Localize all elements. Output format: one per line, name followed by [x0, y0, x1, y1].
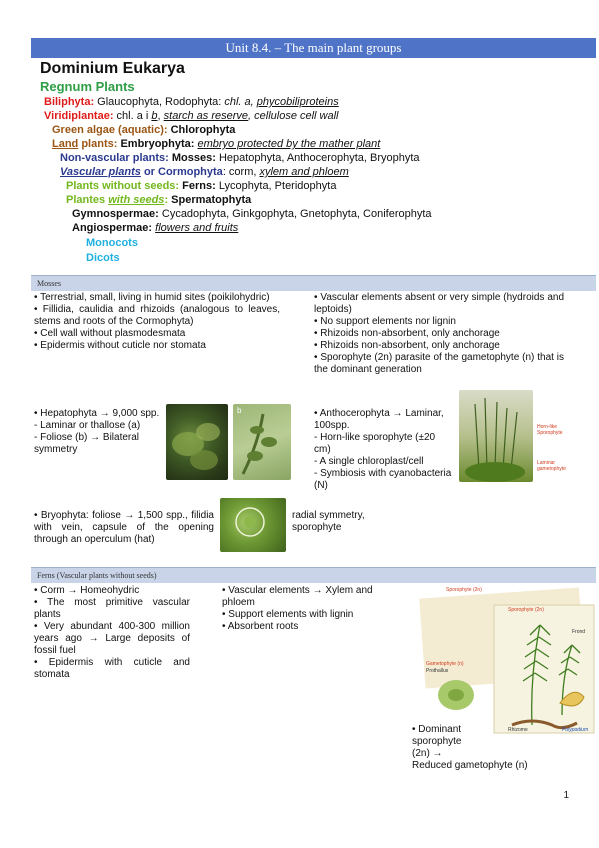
- label-frond: Frond: [572, 629, 586, 635]
- fern-diagram-image: [412, 585, 596, 735]
- vascular-text: : corm,: [222, 166, 260, 178]
- label-sporophyte-1: Sporophyte (2n): [446, 587, 482, 593]
- viridiplantae-b: b: [151, 110, 158, 122]
- antho-line: 100spp.: [314, 420, 350, 431]
- antho-text: [314, 408, 454, 492]
- photo-b-label: b: [237, 406, 242, 415]
- vascular-desc: xylem and phloem: [259, 166, 349, 178]
- page-number: 1: [563, 790, 569, 801]
- antho-line: • Anthocerophyta → Laminar,: [314, 408, 444, 419]
- mosses-section-header: Mosses: [31, 275, 596, 291]
- anthocerophyta-photo: [459, 390, 533, 482]
- ferns-mid-item: • Absorbent roots: [222, 621, 299, 632]
- tree-viridiplantae: [44, 109, 339, 123]
- seedless-list: Lycophyta, Pteridophyta: [215, 180, 337, 192]
- label-rhizome: Rhizome: [508, 727, 528, 733]
- ferns-mid-item: • Support elements with lignin: [222, 609, 354, 620]
- land-value: Embryophyta:: [117, 138, 195, 150]
- tree-biliphyta: [44, 95, 339, 109]
- ferns-note-line: (2n) →: [412, 748, 443, 759]
- label-sporophyte-2: Sporophyte (2n): [508, 607, 544, 613]
- ferns-left-col: [34, 585, 190, 681]
- antho-line: - Horn-like sporophyte (±20 cm): [314, 432, 436, 455]
- mosses-right-col: [314, 292, 564, 376]
- moss-image: [220, 498, 286, 552]
- tree-land-plants: [52, 137, 380, 151]
- mosses-right-item: • Rhizoids non-absorbent, only anchorage: [314, 340, 500, 351]
- label-gametophyte: Gametophyte (n): [426, 661, 464, 667]
- seeds-colon: :: [164, 194, 169, 206]
- land-desc: embryo protected by the mather plant: [197, 138, 381, 150]
- tree-gymno: [72, 207, 432, 221]
- hepato-line: • Hepatophyta → 9,000 spp.: [34, 408, 160, 419]
- foliose-liverwort-image: [233, 404, 291, 480]
- mosses-right-item: • No support elements nor lignin: [314, 316, 456, 327]
- mosses-right-item: • Vascular elements absent or very simple (hydroids and leptoids): [314, 292, 564, 315]
- antho-line: - Symbiosis with cyanobacteria (N): [314, 468, 452, 491]
- mosses-left-item: • Epidermis without cuticle nor stomata: [34, 340, 206, 351]
- vascular-name-underlined: Vascular plants: [60, 166, 141, 178]
- vascular-name-rest: or Cormophyta: [140, 166, 223, 178]
- seedless-value: Ferns:: [179, 180, 216, 192]
- gymno-list: Cycadophyta, Ginkgophyta, Gnetophyta, Coniferophyta: [158, 208, 432, 220]
- viridiplantae-starch: starch as reserve: [163, 110, 249, 122]
- ferns-note: [412, 724, 542, 772]
- mosses-right-item: • Rhizoids non-absorbent, only anchorage: [314, 328, 500, 339]
- mosses-left-item: • Cell wall without plasmodesmata: [34, 328, 186, 339]
- mosses-left-col: [34, 292, 280, 352]
- land-name-underlined: Land: [52, 138, 79, 150]
- hepato-line: - Foliose (b) → Bilateral symmetry: [34, 432, 140, 455]
- mosses-left-item: • Fillidia, caulidia and rhizoids (analogous to leaves, stems and roots of the Cormophyta): [34, 304, 280, 327]
- tree-seeds: [66, 193, 251, 207]
- seedless-name: Plants without seeds:: [66, 180, 180, 192]
- ferns-mid-col: [222, 585, 380, 633]
- bryo-right-text: radial symmetry, sporophyte: [292, 510, 365, 533]
- tree-nonvascular: [60, 151, 420, 165]
- ferns-left-item: • Epidermis with cuticle and stomata: [34, 657, 190, 680]
- seeds-name: Plantes: [66, 194, 109, 206]
- tree-dicots: Dicots: [86, 252, 120, 264]
- viridiplantae-sep: ,: [157, 110, 164, 122]
- green-algae-name: Green algae (aquatic):: [52, 124, 168, 136]
- hornwort-image: [459, 390, 533, 482]
- nonvascular-list: Hepatophyta, Anthocerophyta, Bryophyta: [215, 152, 420, 164]
- tree-seedless: [66, 179, 336, 193]
- hepato-line: - Laminar or thallose (a): [34, 420, 141, 431]
- ferns-section-header: Ferns (Vascular plants without seeds): [31, 567, 596, 583]
- hepatophyta-photo-b: [233, 404, 291, 480]
- biliphyta-text: Glaucophyta, Rodophyta:: [94, 96, 225, 108]
- ferns-left-item: • The most primitive vascular plants: [34, 597, 190, 620]
- label-prothallus: Prothallus: [426, 668, 449, 674]
- mosses-right-item: • Sporophyte (2n) parasite of the gametophyte (n) that is the dominant generation: [314, 352, 564, 375]
- biliphyta-chl: chl. a,: [224, 96, 254, 108]
- seeds-name-underlined: with seeds: [108, 194, 165, 206]
- viridiplantae-text: chl. a i: [113, 110, 152, 122]
- biliphyta-name: Biliphyta:: [44, 96, 95, 108]
- hepatophyta-photo-a: [166, 404, 228, 480]
- ferns-note-line: Reduced gametophyte (n): [412, 760, 528, 771]
- horn-label: Horn-like Sporophyte: [537, 424, 563, 436]
- angio-name: Angiospermae:: [72, 222, 153, 234]
- tree-angio: [72, 221, 238, 235]
- lamina-label: Laminar gametophyte: [537, 460, 566, 472]
- viridiplantae-wall: , cellulose cell wall: [248, 110, 339, 122]
- mosses-left-item: • Terrestrial, small, living in humid sites (poikilohydric): [34, 292, 270, 303]
- viridiplantae-name: Viridiplantae:: [44, 110, 114, 122]
- liverwort-thallus-image: [166, 404, 228, 480]
- bryo-text: • Bryophyta: foliose → 1,500 spp., filidia with vein, capsule of the opening through an operculum (hat): [34, 510, 214, 545]
- ferns-note-line: • Dominant: [412, 724, 462, 735]
- nonvascular-name: Non-vascular plants:: [60, 152, 169, 164]
- domain-title: Dominium Eukarya: [40, 60, 185, 77]
- tree-monocots: Monocots: [86, 237, 138, 249]
- ferns-mid-item: • Vascular elements → Xylem and phloem: [222, 585, 373, 608]
- tree-vascular: [60, 165, 349, 179]
- ferns-left-item: • Corm → Homeohydric: [34, 585, 140, 596]
- biliphyta-pigment: phycobiliproteins: [256, 96, 339, 108]
- hepato-text: [34, 408, 162, 456]
- kingdom-title: Regnum Plants: [40, 79, 135, 94]
- bryophyta-photo: [220, 498, 286, 552]
- angio-desc: flowers and fruits: [155, 222, 239, 234]
- gymno-name: Gymnospermae:: [72, 208, 159, 220]
- tree-green-algae: [52, 123, 235, 137]
- unit-banner: Unit 8.4. – The main plant groups: [31, 38, 596, 58]
- label-polypodium: Polypodium: [562, 727, 589, 733]
- green-algae-value: Chlorophyta: [167, 124, 236, 136]
- antho-line: - A single chloroplast/cell: [314, 456, 424, 467]
- seeds-value: Spermatophyta: [168, 194, 252, 206]
- nonvascular-value: Mosses:: [168, 152, 216, 164]
- fern-lifecycle-illustration: [412, 585, 596, 735]
- ferns-left-item: • Very abundant 400-300 million years ago → Large deposits of fossil fuel: [34, 621, 190, 656]
- land-name-rest: plants:: [78, 138, 118, 150]
- ferns-note-line: sporophyte: [412, 736, 462, 747]
